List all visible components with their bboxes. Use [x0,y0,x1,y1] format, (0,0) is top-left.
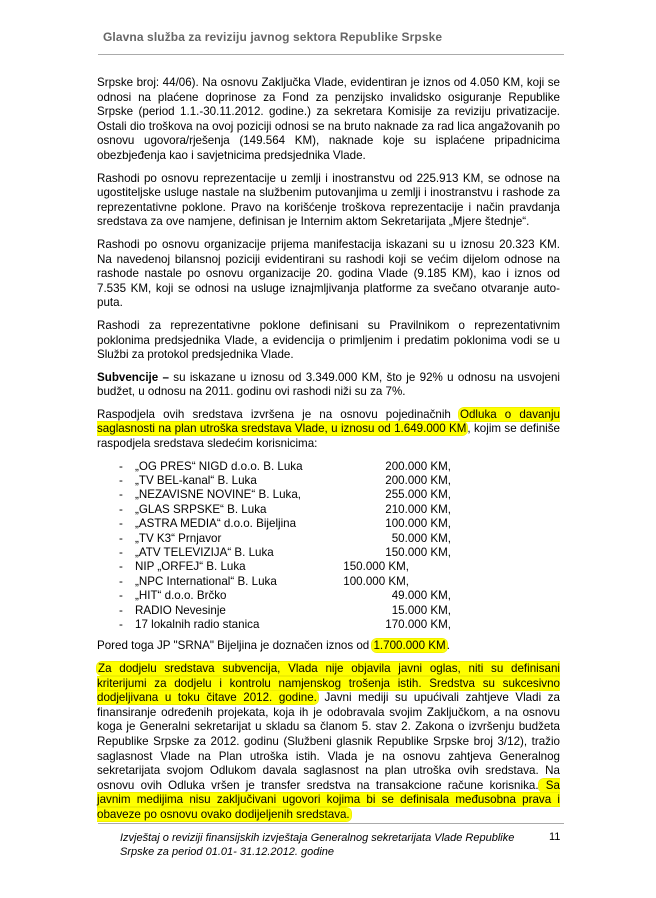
list-item: - „NPC International“ B. Luka 100.000 KM, [119,574,409,588]
paragraph-events: Rashodi po osnovu organizacije prijema manifestacija iskazani su u iznosu 20.323 KM. Na navedenoj bilansnoj poziciji evidentirani su rashodi koji se većim dijelom odnose na rashode nastale po osnovu organizacije 20. godina Vlade (9.185 KM), kao i iznos od 7.535 KM, koji se odnosi na usluge iznajmljivanja platforme za svečano otvaranje auto-puta. [97,237,560,310]
list-item: - „TV K3“ Prnjavor 50.000 KM, [119,531,451,545]
footer-line-1: Izvještaj o reviziji finansijskih izvještaja Generalnog sekretarijata Vlade Republike [120,832,515,844]
highlight-srna-amount: 1.700.000 KM [373,639,446,653]
highlight-no-public-call: Za dodjelu sredstava subvencija, Vlada nije objavila javni oglas, niti su definisani kriterijumi za dodjelu i kontrolu namjenskog trošenja istih. Sredstva su sukcesivno dodjeljivana u toku čitave 2012. godine. [97,661,560,705]
page-header: Glavna služba za reviziju javnog sektora Republike Srpske [103,30,443,44]
list-item: - 17 lokalnih radio stanica 170.000 KM, [119,617,451,631]
paragraph-representation: Rashodi po osnovu reprezentacije u zemlji i inostranstvu od 225.913 KM, se odnose na ugostiteljske usluge nastale na službenim putovanjima u zemlji i inostranstvu i rashode za reprezentativne poklone. Pravo na korišćenje troškova reprezentacije i način pravdanja sredstava za ove namjene, definisan je Internim aktom Sekretarijata „Mjere štednje“. [97,171,560,229]
page-number: 11 [549,831,561,843]
paragraph-subsidies [97,371,560,400]
list-item: - RADIO Nevesinje 15.000 KM, [119,603,451,617]
allocation-text: Javni mediji su upućivali zahtjeve Vladi za finansiranje određenih projekata, koja ih je odobravala svojim Zaključkom, a na osnovu koga je Generalni sekretarijat u skladu sa članom 5. stav 2. Zakona o izvršenju budžeta Republike Srpske za 2012. godinu (Službeni glasnik Republike Srpske broj 3/12), tražio saglasnost Vlade na Plan utroška istih. Vlada je na osnovu zahtjeva Generalnog sekretarijata svojom Odlukom davala saglasnost na plan utroška ovih sredstava. Na osnovu ovih Odluka vršen je transfer sredstva na transakcione račune korisnika. [97,691,560,792]
page-footer [120,831,540,859]
list-item: - „GLAS SRPSKE“ B. Luka 210.000 KM, [119,502,451,516]
srna-text: Pored toga JP "SRNA" Bijeljina je doznačen iznos od [97,639,373,653]
list-item: - „TV BEL-kanal“ B. Luka 200.000 KM, [119,474,451,488]
paragraph-gifts: Rashodi za reprezentativne poklone definisani su Pravilnikom o reprezentativnim poklonima predsjednika Vlade, a evidencija o primljenim i predatim poklonima vodi se u Službi za protokol predsjednika Vlade. [97,318,560,362]
list-item: - NIP „ORFEJ“ B. Luka 150.000 KM, [119,560,409,574]
subsidies-text: su iskazane u iznosu od 3.349.000 KM, što je 92% u odnosu na usvojeni budžet, u odnosu na 2011. godinu ovi rashodi niži su za 7%. [97,370,560,399]
paragraph-contributions: Srpske broj: 44/06). Na osnovu Zaključka Vlade, evidentiran je iznos od 4.050 KM, koji se odnosi na plaćene doprinose za Fond za penzijsko invalidsko osiguranje Republike Srpske (period 1.1.-30.11.2012. godine.) za sekretara Komisije za reviziju privatizacije. Ostali dio troškova na ovoj poziciji odnosi se na bruto naknade za rad lica angažovanih po osnovu ugovora/rješenja (149.564 KM), naknade koje su isplaćene pripadnicima obezbjeđenja kao i savjetnicima predsjednika Vlade. [97,76,560,162]
highlight-decision: Odluka o davanju saglasnosti na plan utroška sredstava Vlade, u iznosu od 1.649.000 KM [97,407,560,436]
list-item: - „ASTRA MEDIA“ d.o.o. Bijeljina 100.000 KM, [119,517,451,531]
list-item: - „NEZAVISNE NOVINE“ B. Luka, 255.000 KM, [119,488,451,502]
footer-divider [98,823,564,824]
document-body [97,76,560,830]
recipient-list [97,460,560,633]
distribution-text-end: , kojim se definiše raspodjela sredstava sledećim korisnicima: [97,422,560,451]
footer-line-2: Srpske za period 01.01- 31.12.2012. godine [120,846,335,858]
list-item: - „ATV TELEVIZIJA“ B. Luka 150.000 KM, [119,546,451,559]
distribution-text: Raspodjela ovih sredstava izvršena je na osnovu pojedinačnih [97,407,459,421]
srna-text-end: . [446,639,450,653]
paragraph-distribution [97,408,560,452]
highlight-no-contracts: Sa javnim medijima nisu zaključivani ugovori kojima bi se definisala međusobna prava i obaveze po osnovu ovako dodijeljenih sredstava. [97,778,560,821]
paragraph-srna [97,639,560,654]
paragraph-allocation [97,662,560,823]
list-item: - „OG PRES“ NIGD d.o.o. B. Luka 200.000 KM, [119,459,451,473]
subsidies-heading: Subvencije – [97,370,169,384]
header-divider [98,54,564,55]
list-item: - „HIT“ d.o.o. Brčko 49.000 KM, [119,589,451,603]
